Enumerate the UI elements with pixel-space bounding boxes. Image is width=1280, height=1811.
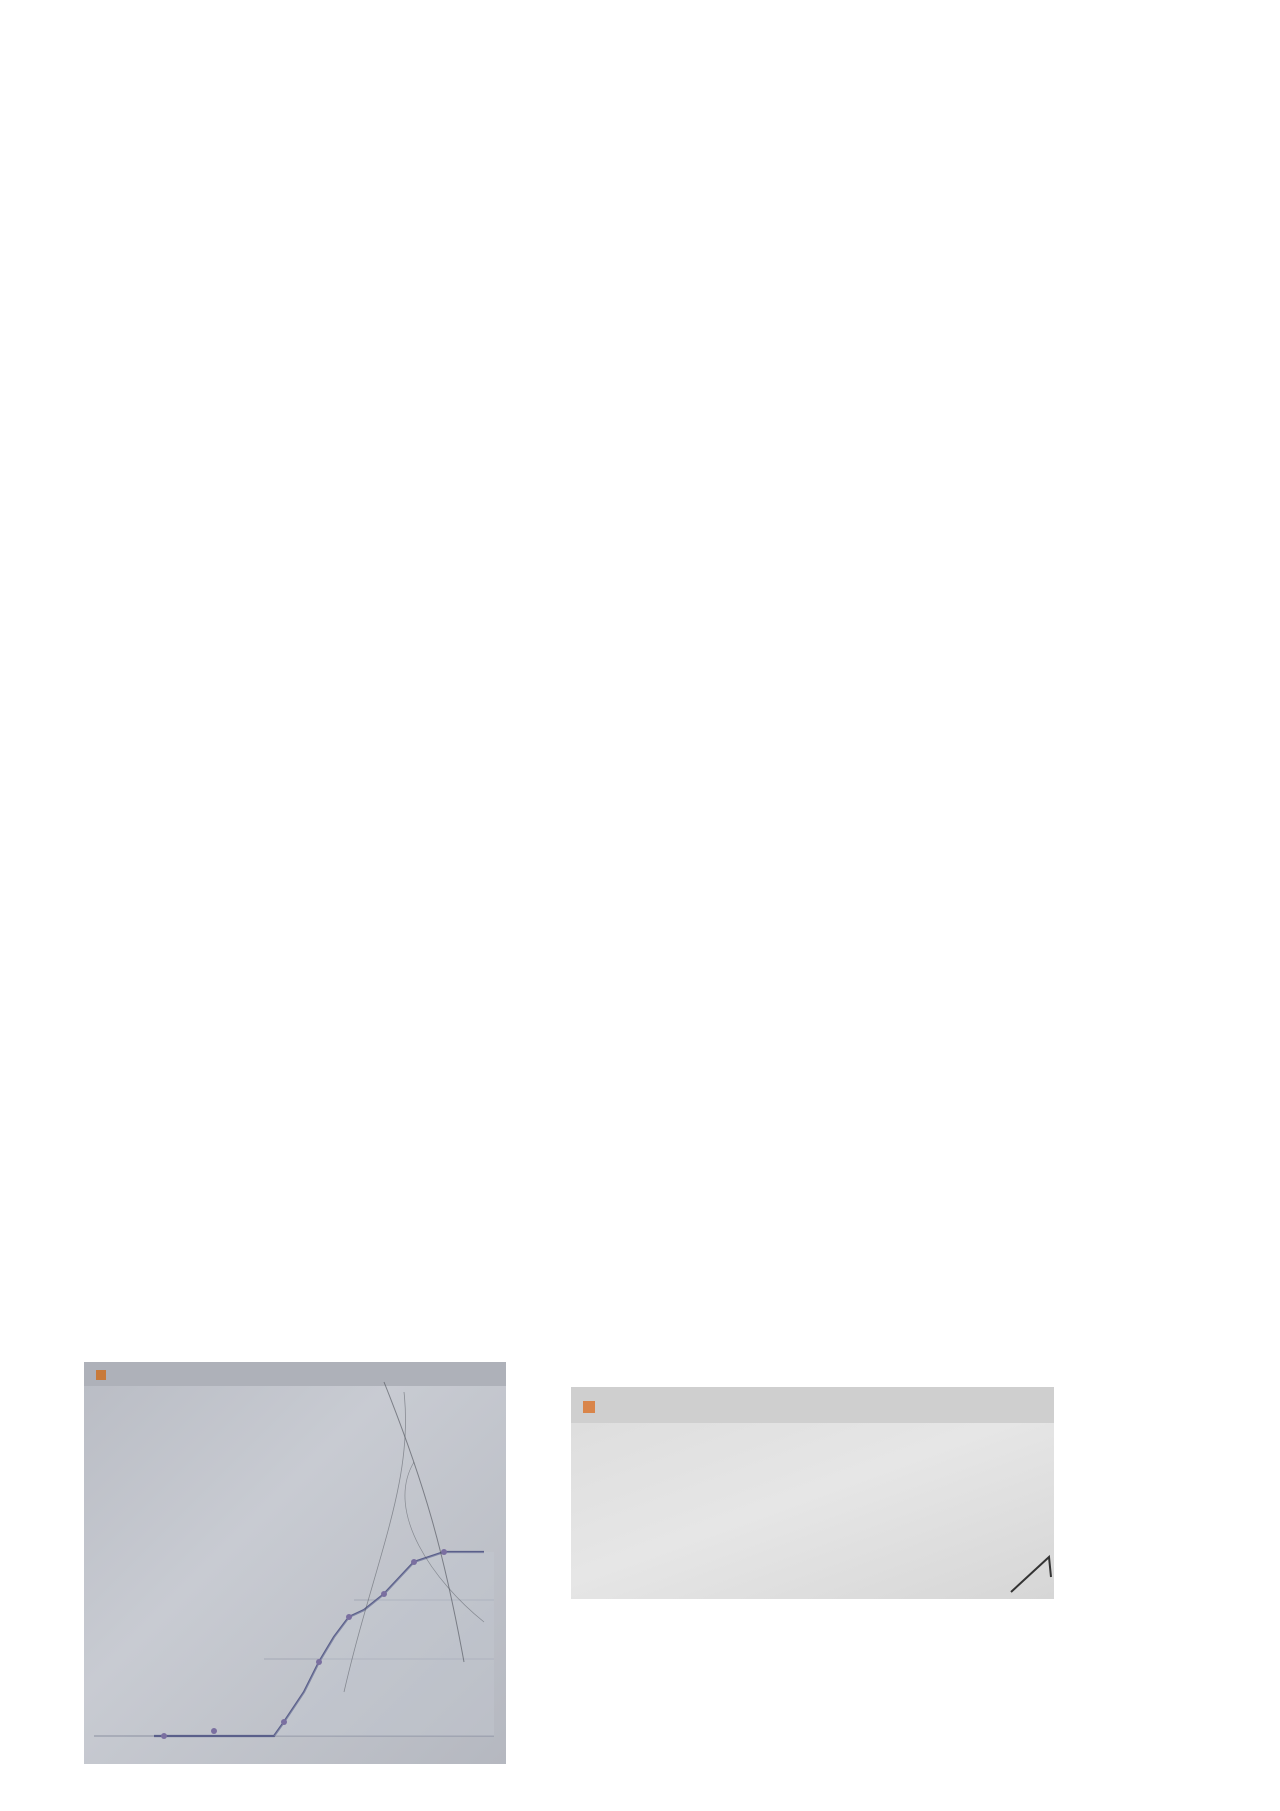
pen-mark xyxy=(571,1387,1054,1599)
photo-timeline-part2 xyxy=(571,1387,1054,1599)
timeline-chart xyxy=(84,1362,506,1764)
photo-timeline-part1 xyxy=(84,1362,506,1764)
